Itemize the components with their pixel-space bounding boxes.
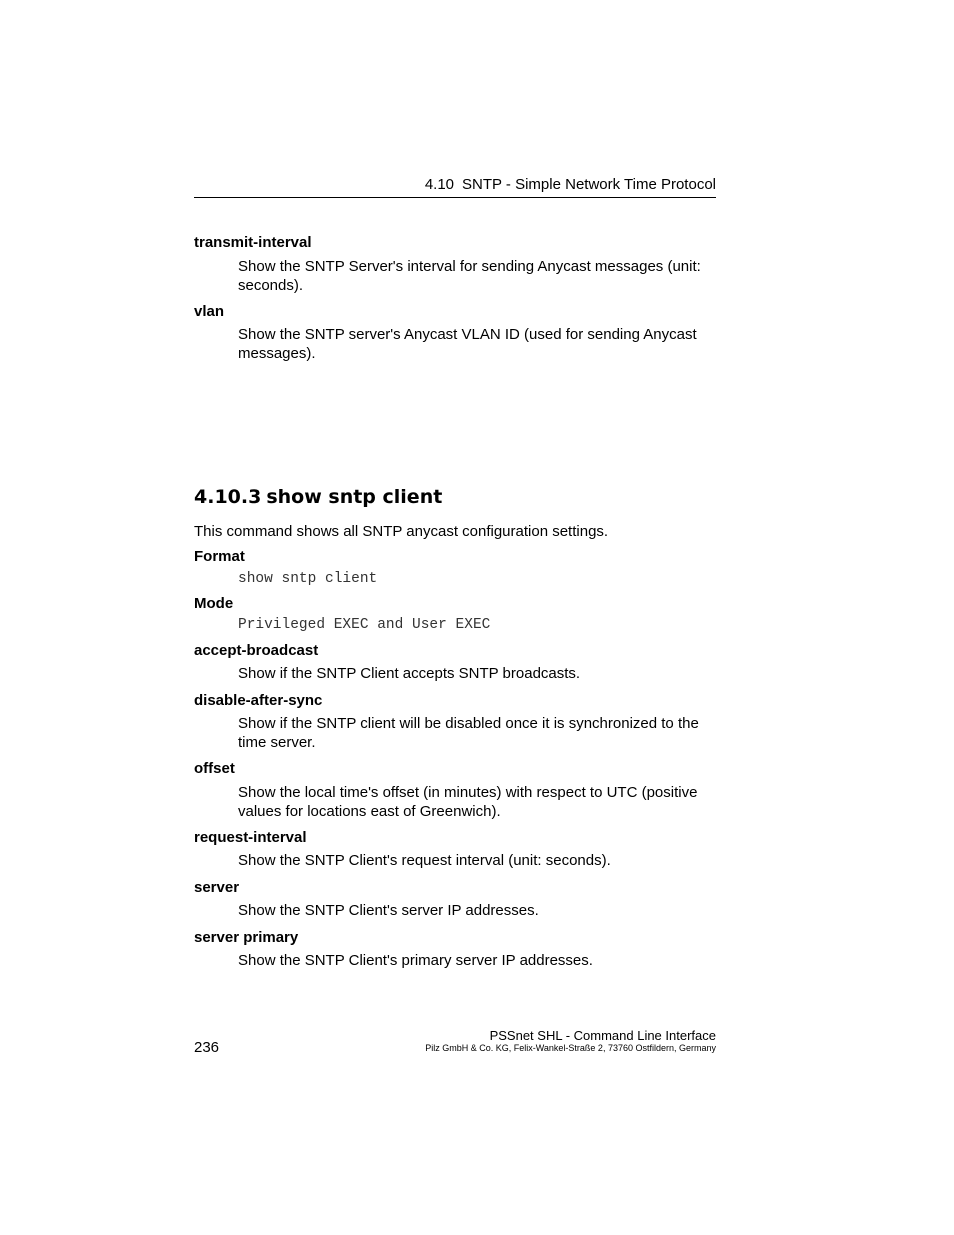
header-section-title: SNTP - Simple Network Time Protocol: [462, 176, 716, 193]
param-term-server-primary: server primary: [194, 929, 299, 946]
header-section-number: 4.10: [424, 176, 455, 193]
header-text: [425, 176, 716, 193]
param-term-request-interval: request-interval: [194, 829, 307, 846]
param-desc-offset: Show the local time's offset (in minutes) with respect to UTC (positive values for locations east of Greenwich).: [238, 784, 698, 820]
format-label: Format: [194, 548, 245, 565]
param-desc-vlan: Show the SNTP server's Anycast VLAN ID (used for sending Anycast messages).: [238, 326, 697, 362]
param-desc-accept-broadcast: Show if the SNTP Client accepts SNTP broadcasts.: [238, 665, 581, 682]
footer-address: Pilz GmbH & Co. KG, Felix-Wankel-Straße 2, 73760 Ostfildern, Germany: [425, 1043, 716, 1053]
param-term-vlan: vlan: [194, 303, 225, 320]
param-desc-server: Show the SNTP Client's server IP addresses.: [238, 902, 539, 919]
section-title: show sntp client: [266, 486, 443, 508]
section-intro: This command shows all SNTP anycast configuration settings.: [194, 523, 609, 540]
mode-label: Mode: [194, 595, 234, 612]
running-header: [194, 175, 716, 198]
param-term-accept-broadcast: accept-broadcast: [194, 642, 319, 659]
param-term-transmit-interval: transmit-interval: [194, 234, 312, 251]
mode-value: Privileged EXEC and User EXEC: [238, 617, 491, 633]
param-desc-transmit-interval: Show the SNTP Server's interval for sending Anycast messages (unit: seconds).: [238, 258, 701, 294]
format-value: show sntp client: [238, 571, 378, 587]
page-number: 236: [194, 1039, 220, 1056]
section-heading: [194, 486, 442, 508]
param-term-server: server: [194, 879, 240, 896]
section-number: 4.10.3: [194, 486, 262, 508]
param-term-disable-after-sync: disable-after-sync: [194, 692, 323, 709]
param-desc-server-primary: Show the SNTP Client's primary server IP addresses.: [238, 952, 593, 969]
param-desc-disable-after-sync: Show if the SNTP client will be disabled once it is synchronized to the time server.: [238, 715, 699, 751]
param-term-offset: offset: [194, 760, 235, 777]
footer-doc-title: PSSnet SHL - Command Line Interface: [489, 1028, 716, 1043]
param-desc-request-interval: Show the SNTP Client's request interval (unit: seconds).: [238, 852, 611, 869]
